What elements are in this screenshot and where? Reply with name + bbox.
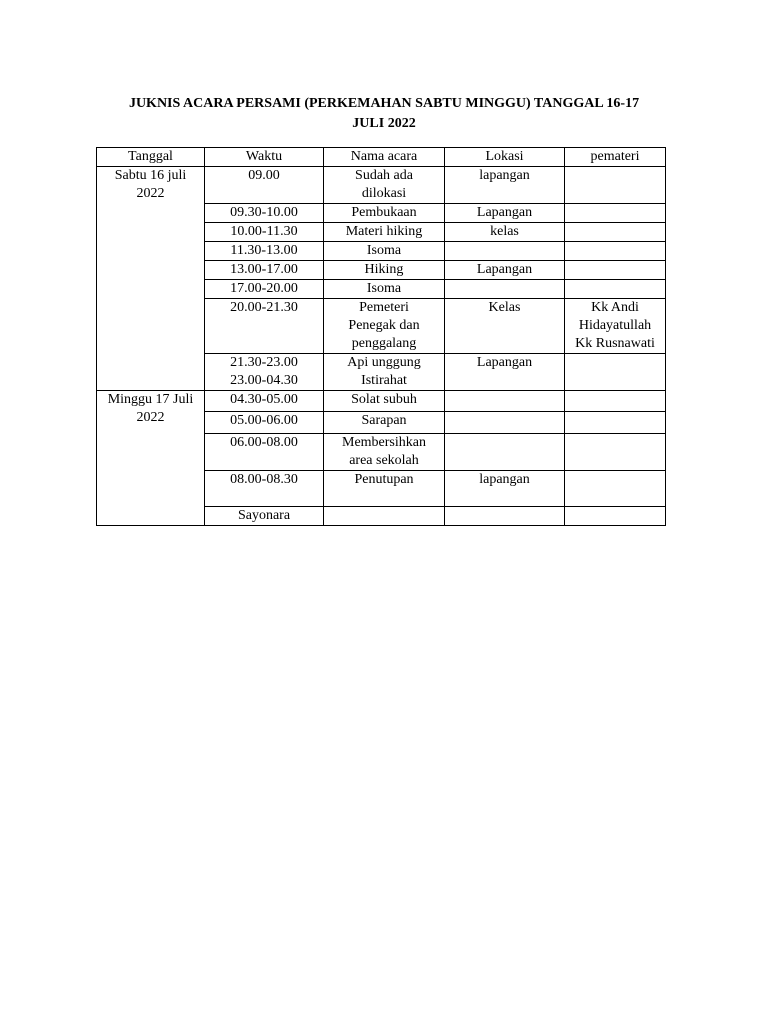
pemateri-cell: Kk Andi Hidayatullah Kk Rusnawati xyxy=(565,299,666,354)
acara-cell: Solat subuh xyxy=(324,391,445,412)
pemateri-cell xyxy=(565,261,666,280)
waktu-cell: 21.30-23.00 23.00-04.30 xyxy=(205,354,324,391)
day-cell-minggu xyxy=(97,391,205,526)
document-title xyxy=(96,94,672,134)
pemateri-cell xyxy=(565,507,666,526)
header-tanggal: Tanggal xyxy=(97,148,205,167)
acara-cell: Penutupan xyxy=(324,471,445,507)
lokasi-cell: Lapangan xyxy=(445,261,565,280)
header-lokasi: Lokasi xyxy=(445,148,565,167)
acara-cell: Sudah ada dilokasi xyxy=(324,167,445,204)
pemateri-cell xyxy=(565,242,666,261)
day-year: 2022 xyxy=(136,186,165,201)
day-label: Sabtu 16 juli xyxy=(114,168,187,183)
table-row xyxy=(97,167,666,204)
waktu-cell: 17.00-20.00 xyxy=(205,280,324,299)
waktu-cell: 13.00-17.00 xyxy=(205,261,324,280)
lokasi-cell: lapangan xyxy=(445,471,565,507)
schedule-table xyxy=(96,147,666,526)
waktu-cell: 08.00-08.30 xyxy=(205,471,324,507)
header-nama-acara: Nama acara xyxy=(324,148,445,167)
waktu-cell: 04.30-05.00 xyxy=(205,391,324,412)
acara-cell: Isoma xyxy=(324,242,445,261)
acara-cell: Pemeteri Penegak dan penggalang xyxy=(324,299,445,354)
acara-cell: Isoma xyxy=(324,280,445,299)
acara-cell xyxy=(324,507,445,526)
acara-cell: Membersihkan area sekolah xyxy=(324,434,445,471)
header-pemateri: pemateri xyxy=(565,148,666,167)
acara-cell: Pembukaan xyxy=(324,204,445,223)
table-row xyxy=(97,391,666,412)
lokasi-cell xyxy=(445,280,565,299)
pemateri-cell xyxy=(565,167,666,204)
pemateri-cell xyxy=(565,434,666,471)
waktu-cell: 11.30-13.00 xyxy=(205,242,324,261)
lokasi-cell xyxy=(445,242,565,261)
acara-cell: Hiking xyxy=(324,261,445,280)
lokasi-cell xyxy=(445,434,565,471)
day-cell-sabtu xyxy=(97,167,205,391)
pemateri-cell xyxy=(565,471,666,507)
lokasi-cell: Lapangan xyxy=(445,354,565,391)
waktu-cell: 05.00-06.00 xyxy=(205,412,324,434)
waktu-cell: 09.30-10.00 xyxy=(205,204,324,223)
day-label: Minggu 17 Juli xyxy=(107,392,194,407)
waktu-cell: 10.00-11.30 xyxy=(205,223,324,242)
day-year: 2022 xyxy=(136,410,165,425)
pemateri-cell xyxy=(565,412,666,434)
table-header-row xyxy=(97,148,666,167)
lokasi-cell xyxy=(445,412,565,434)
pemateri-cell xyxy=(565,280,666,299)
acara-cell: Sarapan xyxy=(324,412,445,434)
lokasi-cell: Kelas xyxy=(445,299,565,354)
lokasi-cell: Lapangan xyxy=(445,204,565,223)
lokasi-cell xyxy=(445,391,565,412)
waktu-cell: 09.00 xyxy=(205,167,324,204)
pemateri-cell xyxy=(565,354,666,391)
waktu-cell: 06.00-08.00 xyxy=(205,434,324,471)
pemateri-cell xyxy=(565,223,666,242)
waktu-cell: Sayonara xyxy=(205,507,324,526)
waktu-cell: 20.00-21.30 xyxy=(205,299,324,354)
pemateri-cell xyxy=(565,391,666,412)
lokasi-cell xyxy=(445,507,565,526)
acara-cell: Materi hiking xyxy=(324,223,445,242)
lokasi-cell: lapangan xyxy=(445,167,565,204)
title-line-2: JULI 2022 xyxy=(352,116,416,131)
title-line-1: JUKNIS ACARA PERSAMI (PERKEMAHAN SABTU MINGGU) TANGGAL 16-17 xyxy=(128,96,640,111)
lokasi-cell: kelas xyxy=(445,223,565,242)
acara-cell: Api unggung Istirahat xyxy=(324,354,445,391)
header-waktu: Waktu xyxy=(205,148,324,167)
pemateri-cell xyxy=(565,204,666,223)
